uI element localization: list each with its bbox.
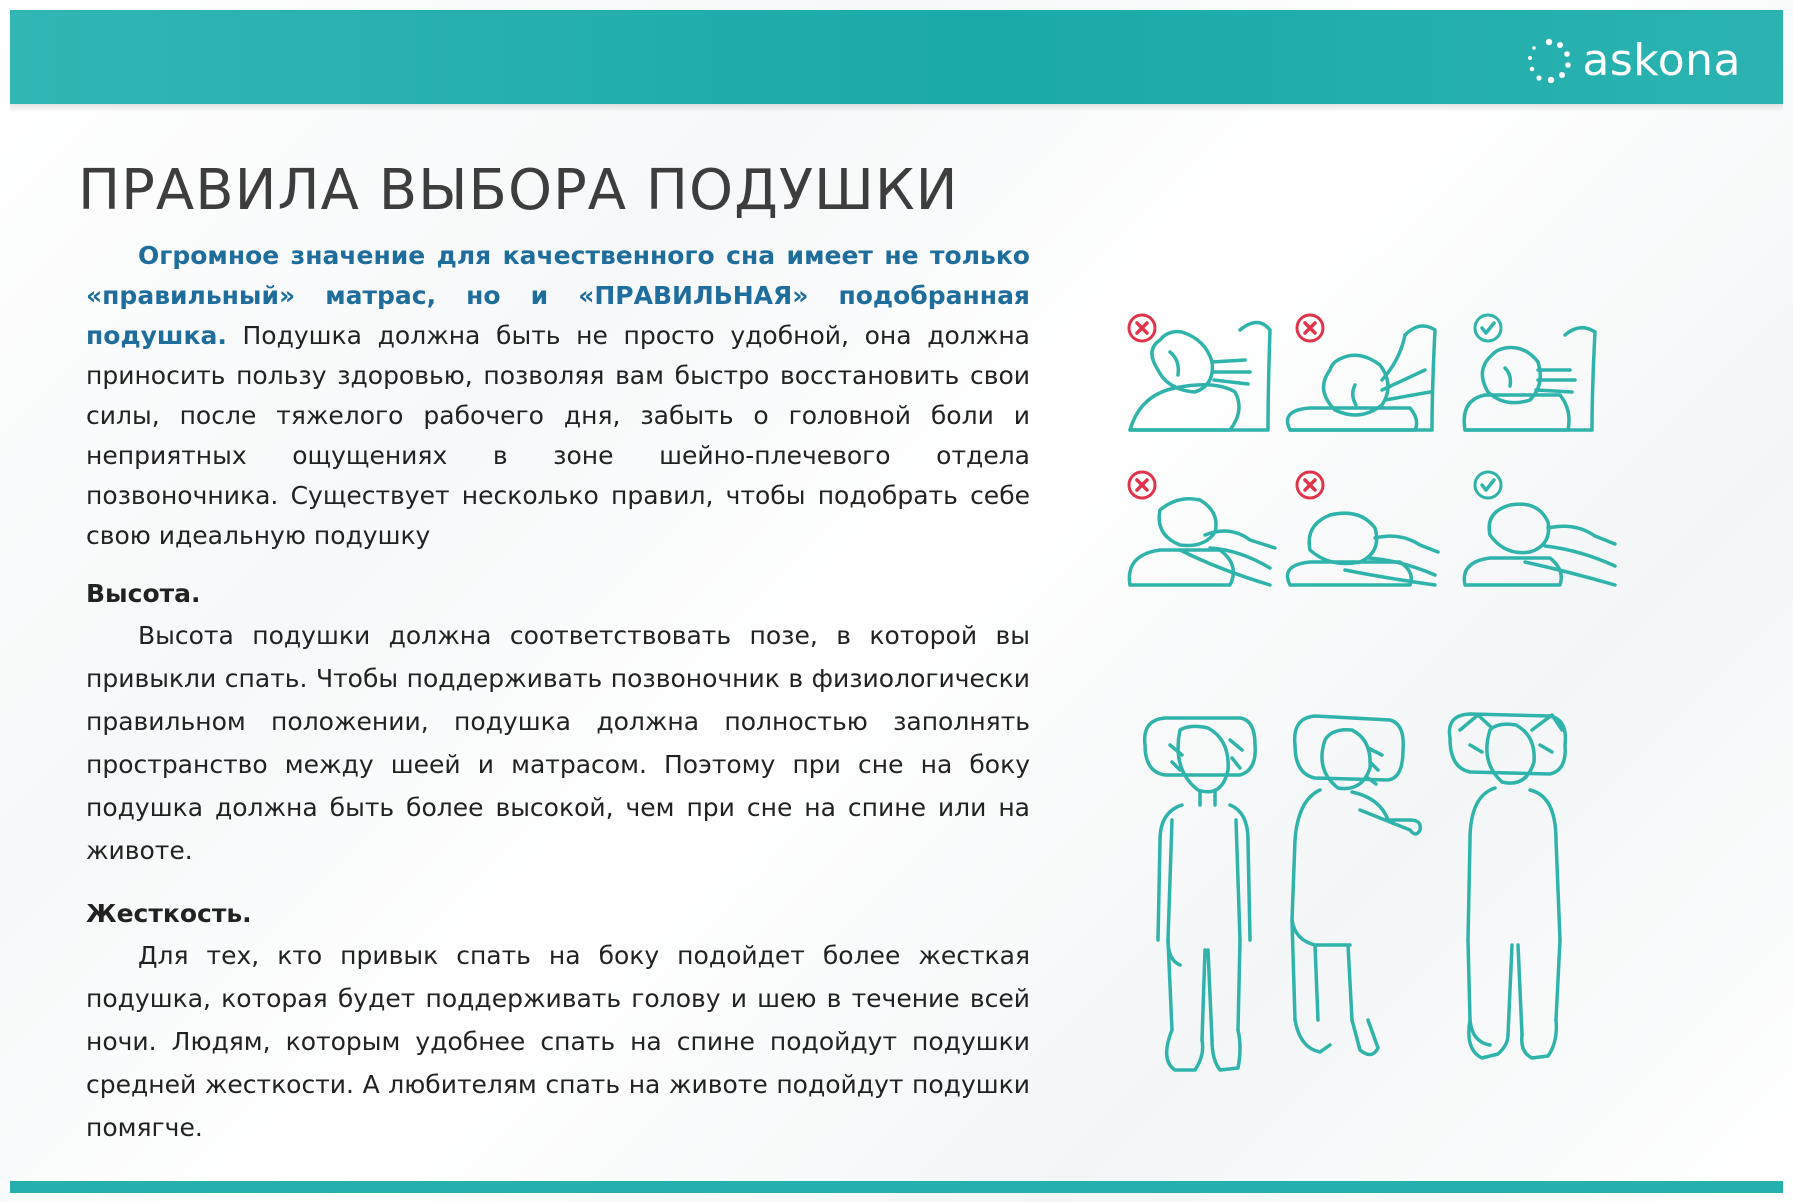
section-heading-firmness: Жесткость. [86, 899, 252, 928]
cross-circle-icon [1129, 472, 1155, 498]
page-title: ПРАВИЛА ВЫБОРА ПОДУШКИ [78, 158, 959, 223]
cross-circle-icon [1297, 472, 1323, 498]
footer-band [10, 1181, 1783, 1193]
illustrations-panel [1120, 300, 1640, 1100]
pillow-side-too-low [1129, 315, 1270, 430]
section-body-height: Высота подушки должна соответствовать позе, в которой вы привыкли спать. Чтобы поддерживать позвоночник в физиологически правильном положении, подушка должна полностью заполнять пространство между шеей и матрасом. Поэтому при сне на боку подушка должна быть более высокой, чем при сне на спине или на животе. [86, 621, 1030, 865]
pillow-back-too-high [1129, 472, 1275, 585]
cross-circle-icon [1129, 315, 1155, 341]
pose-back-sleeper [1145, 718, 1256, 1070]
logo-text: askona [1582, 35, 1741, 86]
section-heading-height: Высота. [86, 579, 201, 608]
cross-circle-icon [1297, 315, 1323, 341]
pillow-back-correct [1464, 472, 1615, 585]
pose-side-sleeper [1292, 716, 1420, 1055]
section-body-firmness: Для тех, кто привык спать на боку подойдет более жесткая подушка, которая будет поддерживать голову и шею в течение всей ночи. Людям, которым удобнее спать на спине подойдут подушки средней жесткости. А любителям спать на животе подойдут подушки помягче. [86, 941, 1030, 1142]
header-band [10, 10, 1783, 104]
logo-dots-icon [1524, 36, 1574, 86]
intro-lead: Огромное значение для качественного сна имеет не только «правильный» матрас, но и «ПРАВИЛЬНАЯ» подобранная подушка. [86, 241, 1030, 350]
pillow-illustrations [1120, 300, 1640, 1100]
check-circle-icon [1475, 472, 1501, 498]
brand-logo [1524, 35, 1741, 86]
check-circle-icon [1475, 315, 1501, 341]
pillow-side-correct [1464, 315, 1595, 430]
intro-paragraph [86, 236, 1030, 556]
pillow-side-too-high [1288, 315, 1436, 430]
pose-stomach-sleeper [1449, 714, 1565, 1058]
pillow-back-too-low [1288, 472, 1439, 585]
text-column [86, 236, 1030, 1149]
intro-body: Подушка должна быть не просто удобной, она должна приносить пользу здоровью, позволяя вам быстро восстановить свои силы, после тяжелого рабочего дня, забыть о головной боли и неприятных ощущениях в зоне шейно-плечевого отдела позвоночника. Существует несколько правил, чтобы подобрать себе свою идеальную подушку [86, 321, 1030, 550]
